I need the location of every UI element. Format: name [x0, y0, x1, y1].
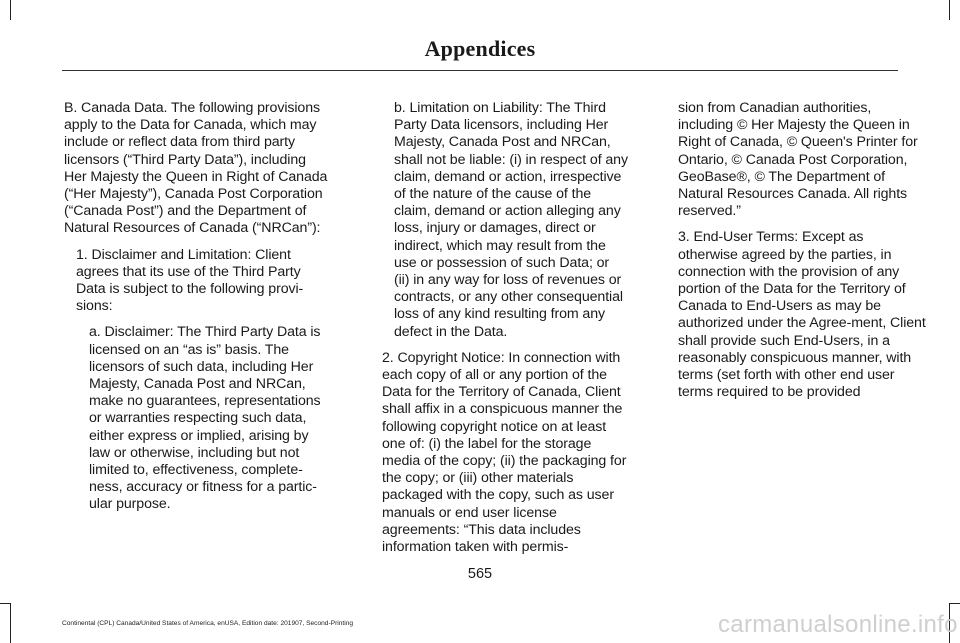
watermark: carmanualsonline.info — [718, 611, 958, 638]
text-column-3 — [678, 100, 926, 410]
paragraph-copyright-notice: 2. Copyright Notice: In connection with each copy of all or any portion of the Data for the Territory of Canada, Client shall affix in a conspicuous manner the following copyright notice on at least one of: (i) the label for the storage media of the copy; (ii) the packaging for the copy; or (iii) other materials packaged with the copy, such as user manuals or end user license agreements: “This data includes information taken with permis- — [382, 349, 627, 556]
page-title: Appendices — [424, 36, 536, 61]
paragraph-limitation-liability: b. Limitation on Liability: The Third Party Data licensors, including Her Majesty, Canada Post and NRCan, shall not be liable: (i) in respect of any claim, demand or action, irrespective of the nature of the cause of the claim, demand or action alleging any loss, injury or damages, direct or indirect, which may result from the use or possession of such Data; or (ii) in any way for loss of revenues or contracts, or any other consequential loss of any kind resulting from any defect in the Data. — [394, 100, 628, 340]
edition-footer: Continental (CPL) Canada/United States of America, enUSA, Edition date: 201907, Second-Printing — [62, 620, 354, 627]
paragraph-disclaimer: a. Disclaimer: The Third Party Data is licensed on an “as is” basis. The licensors of such data, including Her Majesty, Canada Post and NRCan, make no guarantees, representations or warranties respecting such data, either express or implied, arising by law or otherwise, including but not limited to, effectiveness, complete-ness, accuracy or fitness for a partic-ular purpose. — [89, 324, 321, 513]
paragraph-copyright-continued: sion from Canadian authorities, including © Her Majesty the Queen in Right of Canada, © Queen's Printer for Ontario, © Canada Post Corporation, GeoBase®, © The Department of Natural Resources Canada. All rights reserved.” — [678, 100, 918, 220]
crop-mark-bottom-left-horizontal — [0, 603, 11, 604]
text-column-2 — [382, 100, 628, 565]
title-divider — [62, 70, 898, 71]
crop-mark-bottom-left-vertical — [10, 603, 11, 643]
crop-mark-bottom-right-horizontal — [949, 603, 960, 604]
paragraph-disclaimer-limitation: 1. Disclaimer and Limitation: Client agrees that its use of the Third Party Data is subject to the following provi-sions: — [76, 246, 304, 315]
crop-mark-top-left-vertical — [10, 0, 11, 20]
text-column-1 — [64, 100, 332, 523]
paragraph-canada-data: B. Canada Data. The following provisions apply to the Data for Canada, which may include or reflect data from third party licensors (“Third Party Data”), including Her Majesty the Queen in Right of Canada (“Her Majesty”), Canada Post Corporation (“Canada Post”) and the Department of Natural Resources of Canada (“NRCan”): — [64, 100, 328, 237]
paragraph-end-user-terms: 3. End-User Terms: Except as otherwise agreed by the parties, in connection with the provision of any portion of the Data for the Territory of Canada to End-Users as may be authorized under the Agree-ment, Client shall provide such End-Users, in a reasonably conspicuous manner, with terms (set forth with other end user terms required to be provided — [678, 229, 926, 401]
page-number: 565 — [467, 566, 493, 582]
crop-mark-top-right-vertical — [949, 0, 950, 20]
